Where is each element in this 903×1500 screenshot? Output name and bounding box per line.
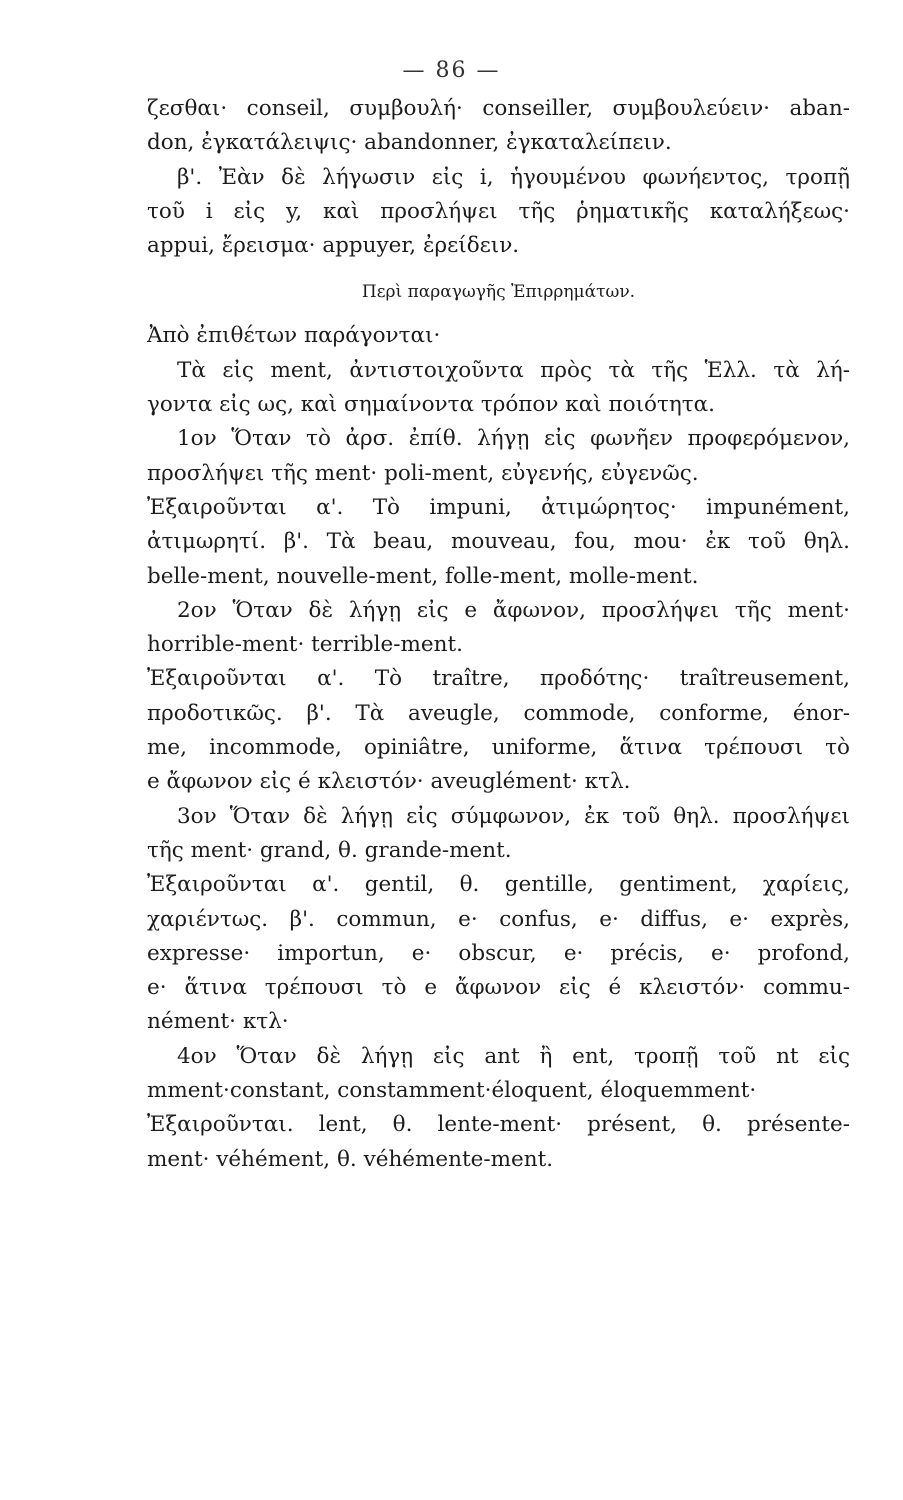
text-line: τοῦ i εἰς y, καὶ προσλήψει τῆς ῥηματικῆς καταλήξεως·	[147, 198, 850, 224]
paragraph-3	[147, 354, 850, 423]
text-line: 1ον Ὅταν τὸ ἀρσ. ἐπίθ. λήγῃ εἰς φωνῆεν προφερόμενον,	[177, 426, 850, 452]
exception-3	[147, 868, 850, 1039]
text-line: 2ον Ὅταν δὲ λήγῃ εἰς e ἄφωνον, προσλήψει τῆς ment·	[177, 597, 850, 623]
text-line: e· ἅτινα τρέπουσι τὸ e ἄφωνον εἰς é κλειστόν· commu-	[147, 975, 850, 1001]
rule-1	[147, 422, 850, 491]
exception-4	[147, 1108, 850, 1177]
text-line: ment· véhément, θ. véhémente-ment.	[147, 1146, 554, 1172]
text-line: Ἀπὸ ἐπιθέτων παράγονται·	[147, 323, 441, 349]
text-line: ἀτιμωρητί. β'. Τὰ beau, mouveau, fou, mou· ἐκ τοῦ θηλ.	[147, 529, 850, 555]
text-line: γοντα εἰς ως, καὶ σημαίνοντα τρόπον καὶ ποιότητα.	[147, 392, 715, 418]
rule-4	[147, 1040, 850, 1109]
text-line: Ἐξαιροῦνται α'. gentil, θ. gentille, gentiment, χαρίεις,	[147, 872, 850, 898]
section-intro	[147, 319, 850, 353]
text-line: χαριέντως. β'. commun, e· confus, e· diffus, e· exprès,	[147, 906, 850, 932]
text-line: 4ον Ὅταν δὲ λήγῃ εἰς ant ἢ ent, τροπῇ τοῦ nt εἰς	[177, 1043, 850, 1069]
text-line: 3ον Ὅταν δὲ λήγῃ εἰς σύμφωνον, ἐκ τοῦ θηλ. προσλήψει	[177, 803, 850, 829]
text-line: Τὰ εἰς ment, ἀντιστοιχοῦντα πρὸς τὰ τῆς Ἑλλ. τὰ λή-	[177, 357, 850, 383]
paragraph-2	[147, 161, 850, 264]
text-line: β'. Ἐὰν δὲ λήγωσιν εἰς i, ἡγουμένου φωνήεντος, τροπῇ	[177, 164, 850, 190]
text-line: ζεσθαι· conseil, συμβουλή· conseiller, συμβουλεύειν· aban-	[147, 96, 850, 121]
text-line: me, incommode, opiniâtre, uniforme, ἅτινα τρέπουσι τὸ	[147, 735, 850, 761]
page-body	[147, 92, 850, 1177]
text-line: horrible-ment· terrible-ment.	[147, 632, 463, 658]
section-heading: Περὶ παραγωγῆς Ἐπιρρημάτων.	[361, 282, 636, 303]
rule-2	[147, 594, 850, 663]
text-line: nément· κτλ·	[147, 1009, 289, 1035]
page-number: — 86 —	[402, 58, 501, 83]
exception-2	[147, 662, 850, 799]
text-line: προσλήψει τῆς ment· poli-ment, εὐγενής, εὐγενῶς.	[147, 460, 699, 486]
text-line: mment·constant, constamment·éloquent, éloquemment·	[147, 1078, 757, 1104]
text-line: belle-ment, nouvelle-ment, folle-ment, molle-ment.	[147, 563, 699, 589]
text-line: Ἐξαιροῦνται α'. Τὸ impuni, ἀτιμώρητος· impunément,	[147, 494, 850, 520]
text-line: Ἐξαιροῦνται α'. Τὸ traître, προδότης· traîtreusement,	[147, 666, 850, 692]
text-line: Ἐξαιροῦνται. lent, θ. lente-ment· présent, θ. présente-	[147, 1112, 850, 1138]
text-line: expresse· importun, e· obscur, e· précis, e· profond,	[147, 940, 850, 966]
text-line: e ἄφωνον εἰς é κλειστόν· aveuglément· κτλ.	[147, 769, 631, 795]
text-line: προδοτικῶς. β'. Τὰ aveugle, commode, conforme, énor-	[147, 700, 850, 726]
text-line: don, ἐγκατάλειψις· abandonner, ἐγκαταλείπειν.	[147, 130, 672, 156]
paragraph-1	[147, 92, 850, 161]
exception-1	[147, 491, 850, 594]
text-line: appui, ἔρεισμα· appuyer, ἐρείδειν.	[147, 233, 520, 259]
text-line: τῆς ment· grand, θ. grande-ment.	[147, 837, 512, 863]
rule-3	[147, 800, 850, 869]
